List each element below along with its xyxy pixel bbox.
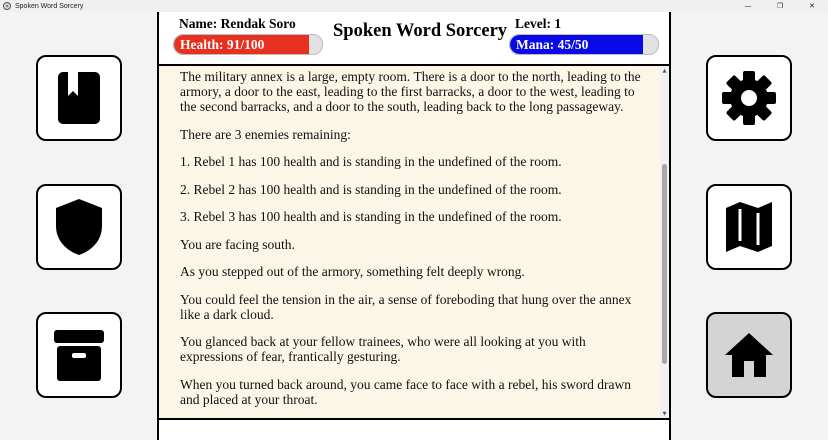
narration-paragraph: As you stepped out of the armory, something felt deeply wrong. bbox=[180, 264, 525, 279]
game-title: Spoken Word Sorcery bbox=[333, 21, 508, 41]
health-bar bbox=[173, 34, 323, 55]
gear-icon bbox=[721, 70, 777, 126]
command-input[interactable] bbox=[159, 422, 669, 440]
scroll-up-arrow-icon[interactable]: ▲ bbox=[662, 67, 667, 74]
mana-label: Mana: 45/50 bbox=[516, 37, 589, 52]
narration-paragraph: You glanced back at your fellow trainees, who were all looking at you with expressions of fear, frantically gesturing. bbox=[180, 334, 586, 364]
window-title: Spoken Word Sorcery bbox=[15, 2, 84, 10]
settings-button[interactable] bbox=[706, 55, 792, 141]
status-header bbox=[159, 12, 669, 64]
inventory-button[interactable] bbox=[36, 312, 122, 398]
scroll-down-arrow-icon[interactable]: ▼ bbox=[662, 410, 667, 417]
narration-text bbox=[180, 69, 652, 419]
book-icon bbox=[56, 70, 102, 126]
map-icon bbox=[724, 200, 774, 254]
close-button[interactable]: ✕ bbox=[809, 2, 815, 10]
health-label: Health: 91/100 bbox=[180, 37, 265, 52]
narration-paragraph: The military annex is a large, empty room. There is a door to the north, leading to the armory, a door to the east, leading to the first barracks, a door to the west, leading to the second barracks, and a door to the south, leading back to the long passageway. bbox=[180, 69, 641, 114]
main-panel bbox=[157, 12, 671, 440]
maximize-button[interactable]: ❐ bbox=[776, 2, 784, 10]
narration-paragraph: 3. Rebel 3 has 100 health and is standing in the undefined of the room. bbox=[180, 209, 562, 224]
window-controls bbox=[732, 0, 828, 12]
character-level: Level: 1 bbox=[515, 16, 562, 31]
defense-button[interactable] bbox=[36, 184, 122, 270]
narration-area[interactable] bbox=[159, 64, 669, 420]
narration-paragraph: When you turned back around, you came face to face with a rebel, his sword drawn and placed at your throat. bbox=[180, 376, 631, 407]
narration-scrollbar[interactable] bbox=[660, 66, 669, 418]
journal-button[interactable] bbox=[36, 55, 122, 141]
home-button[interactable] bbox=[706, 312, 792, 398]
mana-bar bbox=[509, 34, 659, 55]
shield-icon bbox=[53, 197, 105, 257]
window-titlebar bbox=[0, 0, 828, 12]
narration-paragraph: You could feel the tension in the air, a sense of foreboding that hung over the annex like a dark cloud. bbox=[180, 291, 632, 322]
map-button[interactable] bbox=[706, 184, 792, 270]
minimize-button[interactable]: — bbox=[744, 2, 752, 10]
narration-paragraph: You are facing south. bbox=[180, 236, 295, 252]
narration-paragraph: 1. Rebel 1 has 100 health and is standing in the undefined of the room. bbox=[180, 154, 562, 169]
home-icon bbox=[723, 331, 775, 379]
app-icon bbox=[3, 2, 11, 10]
scrollbar-thumb[interactable] bbox=[662, 164, 667, 364]
character-name: Name: Rendak Soro bbox=[179, 16, 296, 31]
archive-box-icon bbox=[52, 327, 106, 383]
narration-paragraph: There are 3 enemies remaining: bbox=[180, 126, 351, 142]
narration-paragraph: 2. Rebel 2 has 100 health and is standing in the undefined of the room. bbox=[180, 181, 562, 197]
